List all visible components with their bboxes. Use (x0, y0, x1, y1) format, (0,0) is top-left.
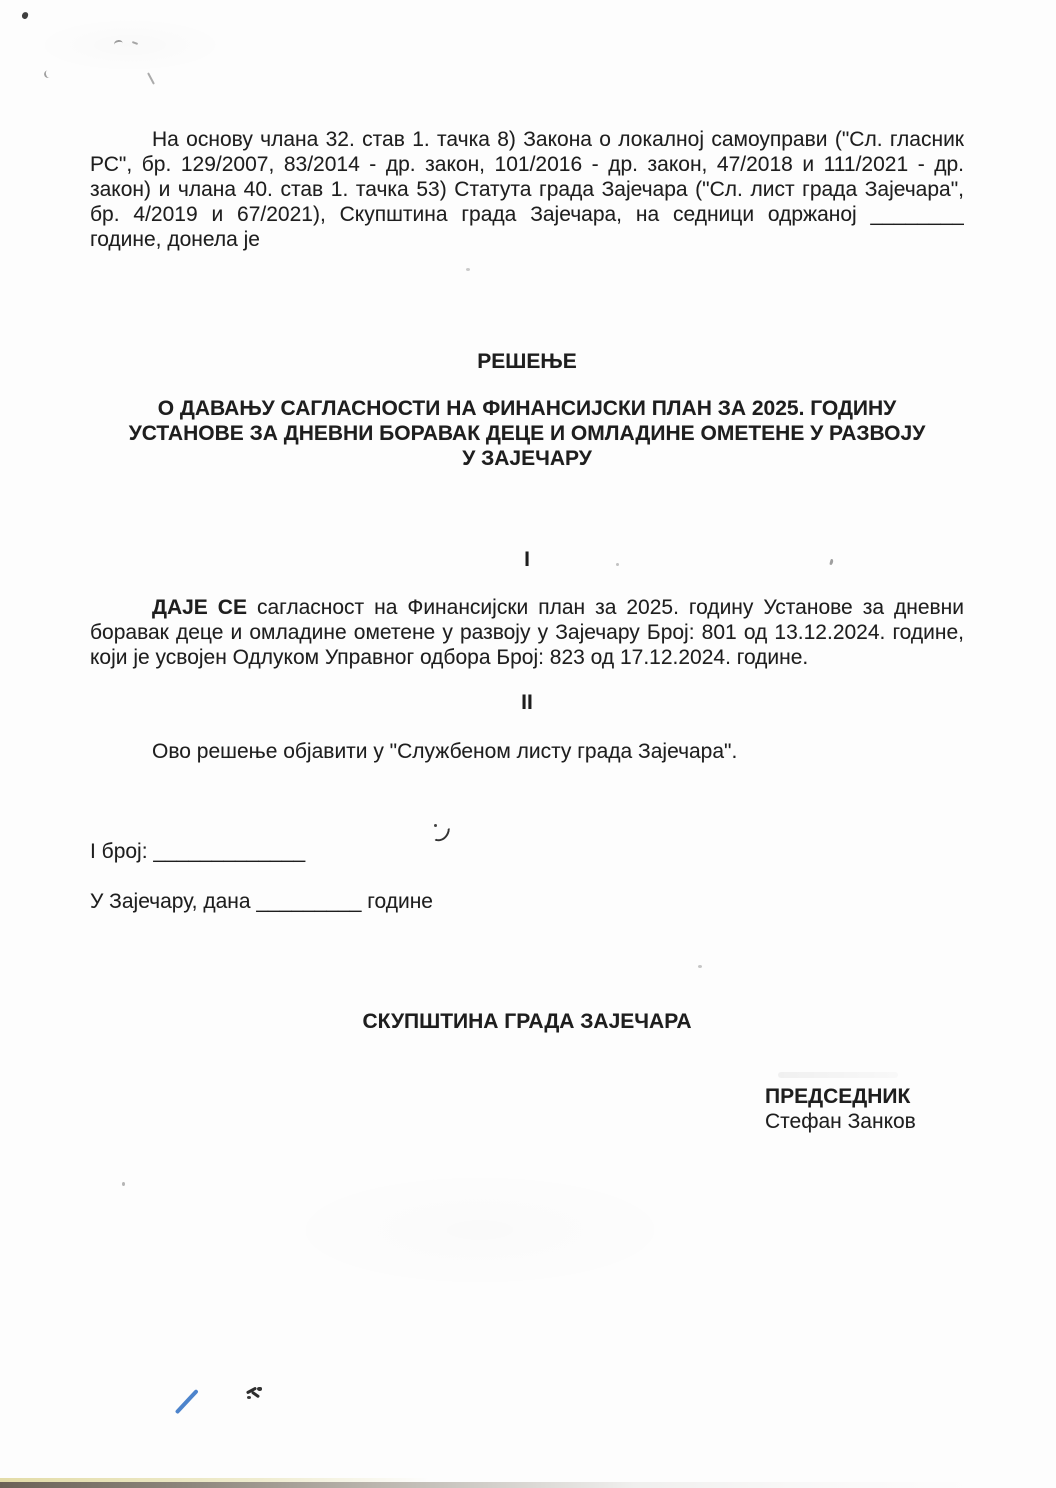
section-1-line (90, 595, 964, 620)
ink-scribble (246, 1387, 257, 1395)
scan-speck (698, 965, 702, 968)
preamble-line: године, донела је (90, 228, 260, 251)
scan-speck (122, 1182, 125, 1186)
preamble-line: бр. 4/2019 и 67/2021), Скупштина града Зајечара, на седници одржаној ________ (90, 203, 964, 226)
section-1-line-rest: сагласност на Финансијски план за 2025. годину Установе за дневни (246, 596, 964, 619)
section-2-numeral: II (521, 691, 533, 714)
ink-squiggle (434, 824, 437, 827)
section-1-line: боравак деце и омладине ометене у развоју у Зајечару Број: 801 од 13.12.2024. године, (90, 621, 964, 644)
scan-speck (132, 41, 138, 45)
ink-scribble (251, 1391, 260, 1399)
scan-speck (21, 11, 29, 19)
section-1-line: који је усвојен Одлуком Управног одбора Број: 823 од 17.12.2024. године. (90, 646, 809, 669)
section-1-paragraph (90, 595, 964, 670)
preamble-line: На основу члана 32. став 1. тачка 8) Закона о локалној самоуправи ("Сл. гласник (152, 128, 964, 151)
section-2-paragraph (90, 739, 964, 764)
place-date-line: У Зајечару, дана _________ године (90, 890, 433, 913)
section-2-line: Ово решење објавити у "Службеном листу града Зајечара". (152, 740, 738, 763)
subtitle-line: У ЗАЈЕЧАРУ (462, 447, 592, 470)
signature-block (765, 1084, 916, 1134)
case-number-line: I број: _____________ (90, 840, 306, 863)
preamble-line: РС", бр. 129/2007, 83/2014 - др. закон, 101/2016 - др. закон, 47/2018 и 111/2021 - др. (90, 153, 964, 176)
signature-role: ПРЕДСЕДНИК (765, 1085, 911, 1108)
signature-name: Стефан Занков (765, 1110, 916, 1133)
scan-speck (147, 72, 155, 84)
scan-speck (113, 39, 123, 48)
subtitle-line: О ДАВАЊУ САГЛАСНОСТИ НА ФИНАНСИЈСКИ ПЛАН ЗА 2025. ГОДИНУ (157, 397, 897, 420)
scan-speck (43, 69, 54, 79)
blue-pen-slash (175, 1389, 199, 1414)
preamble-paragraph (90, 127, 964, 252)
scan-speck (466, 268, 470, 271)
subtitle-line: УСТАНОВЕ ЗА ДНЕВНИ БОРАВАК ДЕЦЕ И ОМЛАДИНЕ ОМЕТЕНЕ У РАЗВОЈУ (128, 422, 926, 445)
decision-subtitle (90, 396, 964, 471)
preamble-line: закон) и члана 40. став 1. тачка 53) Статута града Зајечара ("Сл. лист града Зајечара", (90, 178, 964, 201)
scan-smudge (778, 1072, 898, 1078)
assembly-name: СКУПШТИНА ГРАДА ЗАЈЕЧАРА (362, 1010, 692, 1033)
ink-scribble (247, 1396, 251, 1399)
scan-edge-yellow (0, 1478, 430, 1482)
scan-edge-shadow (0, 1482, 1056, 1488)
daje-se-lead: ДАЈЕ СЕ (152, 596, 247, 619)
section-1-numeral: I (524, 548, 530, 571)
decision-title: РЕШЕЊЕ (477, 350, 577, 373)
ink-scribble (257, 1387, 262, 1391)
